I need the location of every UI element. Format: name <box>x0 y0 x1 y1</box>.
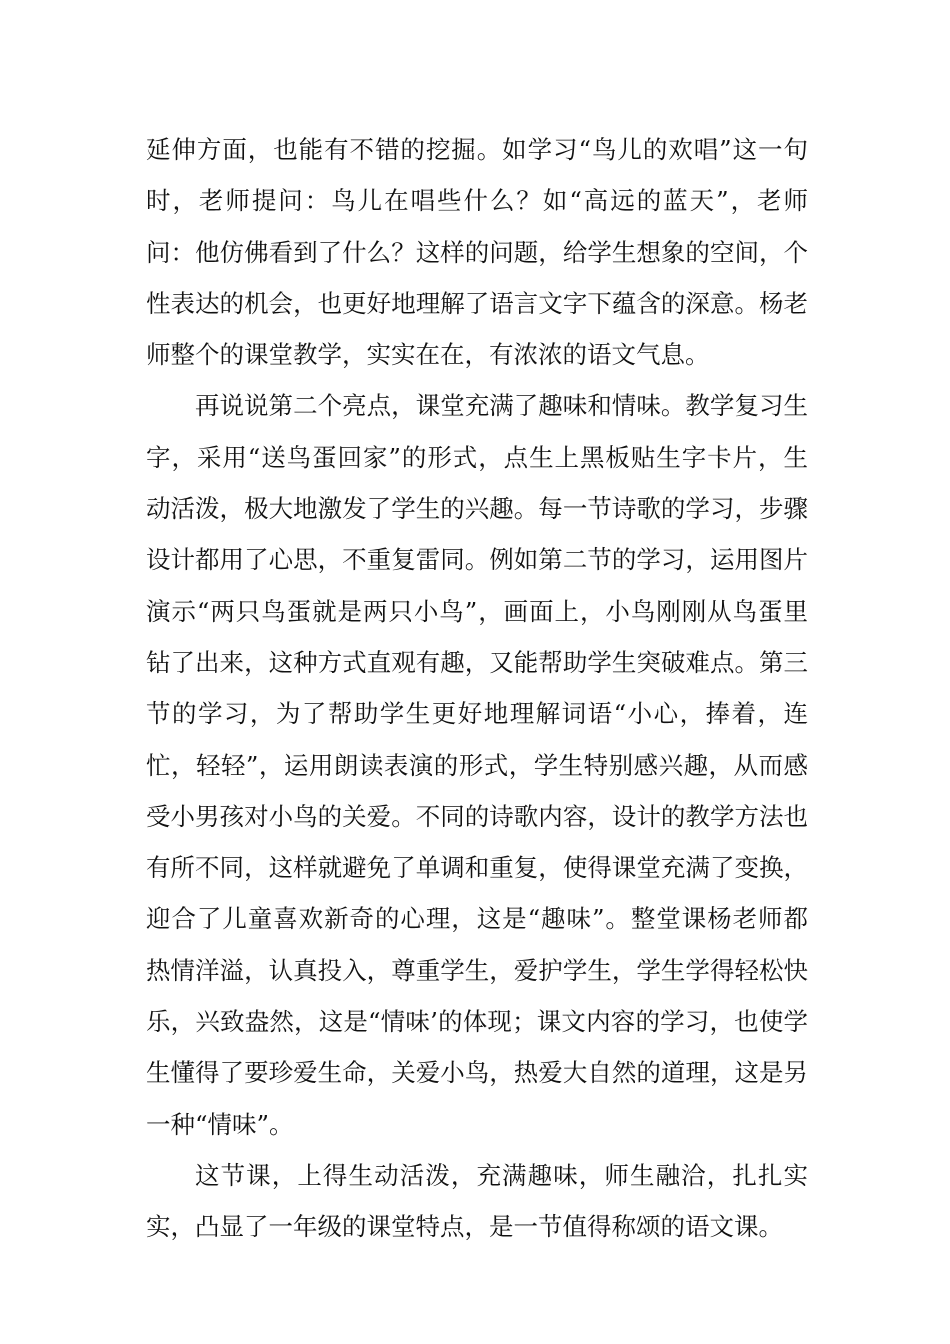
paragraph-continuation: 延伸方面，也能有不错的挖掘。如学习“鸟儿的欢唱”这一句时，老师提问：鸟儿在唱些什么？如“高远的蓝天”，老师问：他仿佛看到了什么？这样的问题，给学生想象的空间，个性表达的机会，也更好地理解了语言文字下蕴含的深意。杨老师整个的课堂教学，实实在在，有浓浓的语文气息。 <box>146 135 808 370</box>
paragraph-conclusion: 这节课，上得生动活泼，充满趣味，师生融洽，扎扎实实，凸显了一年级的课堂特点，是一节值得称颂的语文课。 <box>146 1160 808 1242</box>
paragraph-second-highlight: 再说说第二个亮点，课堂充满了趣味和情味。教学复习生字，采用“送鸟蛋回家”的形式，点生上黑板贴生字卡片，生动活泼，极大地激发了学生的兴趣。每一节诗歌的学习，步骤设计都用了心思，不重复雷同。例如第二节的学习，运用图片演示“两只鸟蛋就是两只小鸟”，画面上，小鸟刚刚从鸟蛋里钻了出来，这种方式直观有趣，又能帮助学生突破难点。第三节的学习，为了帮助学生更好地理解词语“小心，捧着，连忙，轻轻”，运用朗读表演的形式，学生特别感兴趣，从而感受小男孩对小鸟的关爱。不同的诗歌内容，设计的教学方法也有所不同，这样就避免了单调和重复，使得课堂充满了变换，迎合了儿童喜欢新奇的心理，这是“趣味”。整堂课杨老师都热情洋溢，认真投入，尊重学生，爱护学生，学生学得轻松快乐，兴致盎然，这是“情味’的体现；课文内容的学习，也使学生懂得了要珍爱生命，关爱小鸟，热爱大自然的道理，这是另一种“情味”。 <box>146 391 808 1139</box>
document-body <box>146 124 808 1253</box>
